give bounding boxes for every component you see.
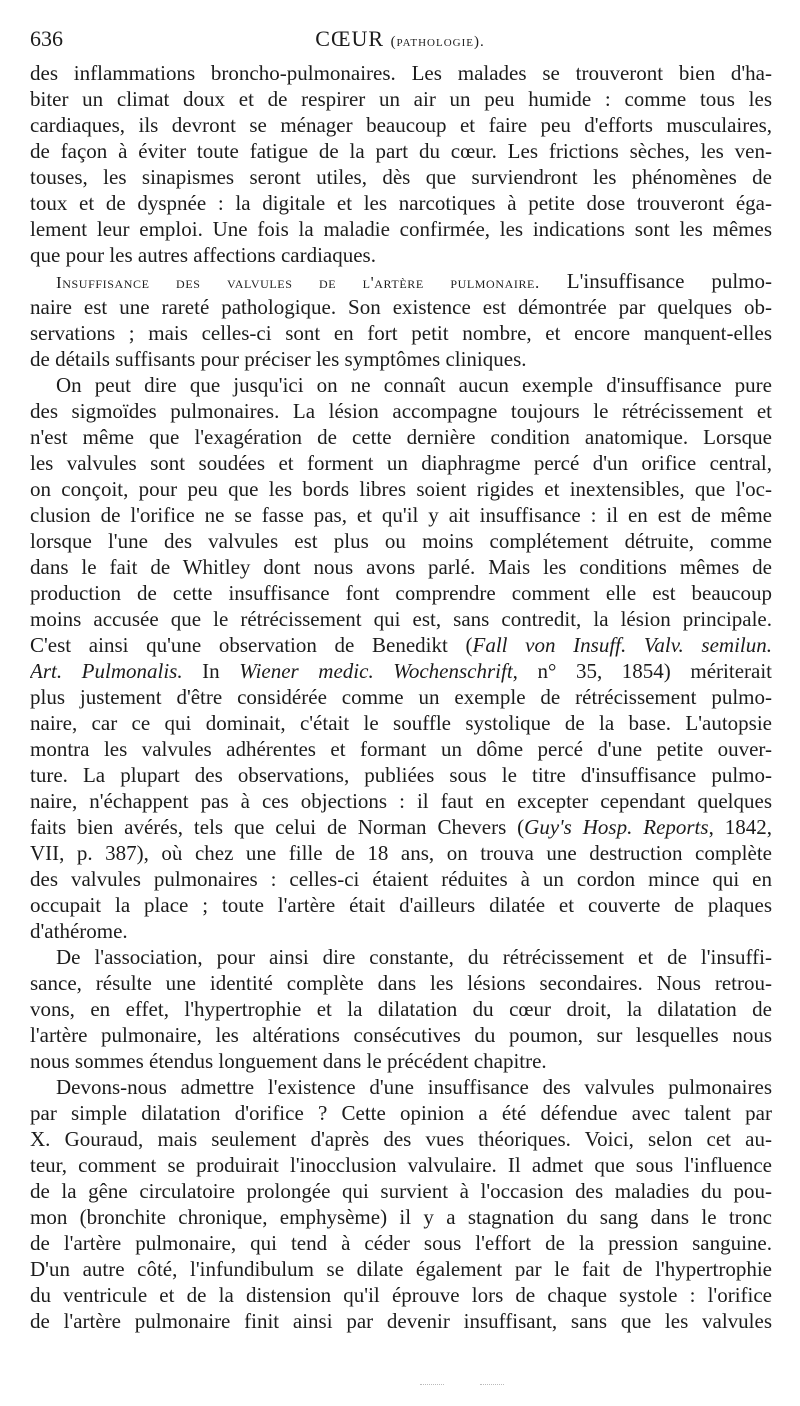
text-line: De l'association, pour ainsi dire constante, du rétrécissement et de l'insuffi-	[56, 945, 772, 969]
text-line: faits bien avérés, tels que celui de Norman Chevers (Guy's Hosp. Reports, 1842,	[30, 815, 772, 839]
title-main: CŒUR	[315, 26, 385, 51]
citation-italic: Fall von Insuff. Valv. semilun.	[472, 633, 772, 657]
text-line: lorsque l'une des valvules est plus ou moins complétement détruite, comme	[30, 529, 772, 553]
text-line: clusion de l'orifice ne se fasse pas, et qu'il y ait insuffisance : il en est de même	[30, 503, 772, 527]
text-line: que pour les autres affections cardiaques.	[30, 243, 376, 267]
page-mark	[480, 1384, 504, 1385]
text-line: C'est ainsi qu'une observation de Benedikt (Fall von Insuff. Valv. semilun.	[30, 633, 772, 657]
text-line: montra les valvules adhérentes et formant un dôme percé d'une petite ouver-	[30, 737, 772, 761]
text-line: les valvules sont soudées et forment un diaphragme percé d'un orifice central,	[30, 451, 772, 475]
page-mark	[420, 1384, 444, 1385]
text-line: ture. La plupart des observations, publiées sous le titre d'insuffisance pulmo-	[30, 763, 772, 787]
text-line: toux et de dyspnée : la digitale et les narcotiques à petite dose trouveront éga-	[30, 191, 772, 215]
citation-italic: Art. Pulmonalis.	[30, 659, 183, 683]
text-line: de l'artère pulmonaire finit ainsi par devenir insuffisant, sans que les valvules	[30, 1309, 772, 1333]
text-line: touses, les sinapismes seront utiles, dès que surviendront les phénomènes de	[30, 165, 772, 189]
text-line: plus justement d'être considérée comme un exemple de rétrécissement pulmo-	[30, 685, 772, 709]
text-line: on conçoit, pour peu que les bords libres soient rigides et inextensibles, que l'oc-	[30, 477, 772, 501]
text-line: D'un autre côté, l'infundibulum se dilate également par le fait de l'hypertrophie	[30, 1257, 772, 1281]
text-line: cardiaques, ils devront se ménager beaucoup et faire peu d'efforts musculaires,	[30, 113, 772, 137]
text-line: naire, n'échappent pas à ces objections : il faut en excepter cependant quelques	[30, 789, 772, 813]
text-line: Art. Pulmonalis. In Wiener medic. Wochenschrift, n° 35, 1854) mériterait	[30, 659, 772, 683]
text-line: biter un climat doux et de respirer un air un peu humide : comme tous les	[30, 87, 772, 111]
text-line: d'athérome.	[30, 919, 128, 943]
text-line: des inflammations broncho-pulmonaires. Les malades se trouveront bien d'ha-	[30, 61, 772, 85]
text-line: servations ; mais celles-ci sont en fort petit nombre, et encore manquent-elles	[30, 321, 772, 345]
text-line: Devons-nous admettre l'existence d'une insuffisance des valvules pulmonaires	[56, 1075, 772, 1099]
page-number: 636	[30, 26, 63, 51]
text-line: de façon à éviter toute fatigue de la part du cœur. Les frictions sèches, les ven-	[30, 139, 772, 163]
text-line: du ventricule et de la distension qu'il éprouve lors de chaque systole : l'orifice	[30, 1283, 772, 1307]
text-line: de l'artère pulmonaire, qui tend à céder sous l'effort de la pression sanguine.	[30, 1231, 772, 1255]
text-line: mon (bronchite chronique, emphysème) il y a stagnation du sang dans le tronc	[30, 1205, 772, 1229]
text-line: moins accusée que le rétrécissement qui est, sans contredit, la lésion principale.	[30, 607, 772, 631]
text-line: des sigmoïdes pulmonaires. La lésion accompagne toujours le rétrécissement et	[30, 399, 772, 423]
text-line: production de cette insuffisance font comprendre comment elle est beaucoup	[30, 581, 772, 605]
text-line: de détails suffisants pour préciser les symptômes cliniques.	[30, 347, 527, 371]
journal-italic: Guy's Hosp. Reports	[524, 815, 709, 839]
title-subtitle: (pathologie).	[390, 34, 485, 50]
journal-italic: Wiener medic. Wochenschrift	[239, 659, 513, 683]
text-line: X. Gouraud, mais seulement d'après des vues théoriques. Voici, selon cet au-	[30, 1127, 772, 1151]
text-line: VII, p. 387), où chez une fille de 18 ans, on trouva une destruction complète	[30, 841, 772, 865]
page-title	[30, 26, 770, 52]
text-line: teur, comment se produirait l'inocclusion valvulaire. Il admet que sous l'influence	[30, 1153, 772, 1177]
text-line: naire, car ce qui dominait, c'était le souffle systolique de la base. L'autopsie	[30, 711, 772, 735]
text-line: On peut dire que jusqu'ici on ne connaît aucun exemple d'insuffisance pure	[56, 373, 772, 397]
section-heading-line: Insuffisance des valvules de l'artère pulmonaire. L'insuffisance pulmo-	[56, 269, 772, 293]
text-line: l'artère pulmonaire, les altérations consécutives du poumon, sur lesquelles nous	[30, 1023, 772, 1047]
section-heading: Insuffisance des valvules de l'artère pulmonaire.	[56, 273, 540, 292]
text-line: des valvules pulmonaires : celles-ci étaient réduites à un cordon mince qui en	[30, 867, 772, 891]
text-line: occupait la place ; toute l'artère était d'ailleurs dilatée et couverte de plaques	[30, 893, 772, 917]
text-line: nous sommes étendus longuement dans le précédent chapitre.	[30, 1049, 547, 1073]
text-line: dans le fait de Whitley dont nous avons parlé. Mais les conditions mêmes de	[30, 555, 772, 579]
text-line: de la gêne circulatoire prolongée qui survient à l'occasion des maladies du pou-	[30, 1179, 772, 1203]
text-line: par simple dilatation d'orifice ? Cette opinion a été défendue avec talent par	[30, 1101, 772, 1125]
body-text	[30, 60, 772, 1334]
text-line: n'est même que l'exagération de cette dernière condition anatomique. Lorsque	[30, 425, 772, 449]
text-line: vons, en effet, l'hypertrophie et la dilatation du cœur droit, la dilatation de	[30, 997, 772, 1021]
text-line: sance, résulte une identité complète dans les lésions secondaires. Nous retrou-	[30, 971, 772, 995]
running-header	[30, 26, 770, 56]
text-line: naire est une rareté pathologique. Son existence est démontrée par quelques ob-	[30, 295, 772, 319]
text-line: lement leur emploi. Une fois la maladie confirmée, les indications sont les mêmes	[30, 217, 772, 241]
